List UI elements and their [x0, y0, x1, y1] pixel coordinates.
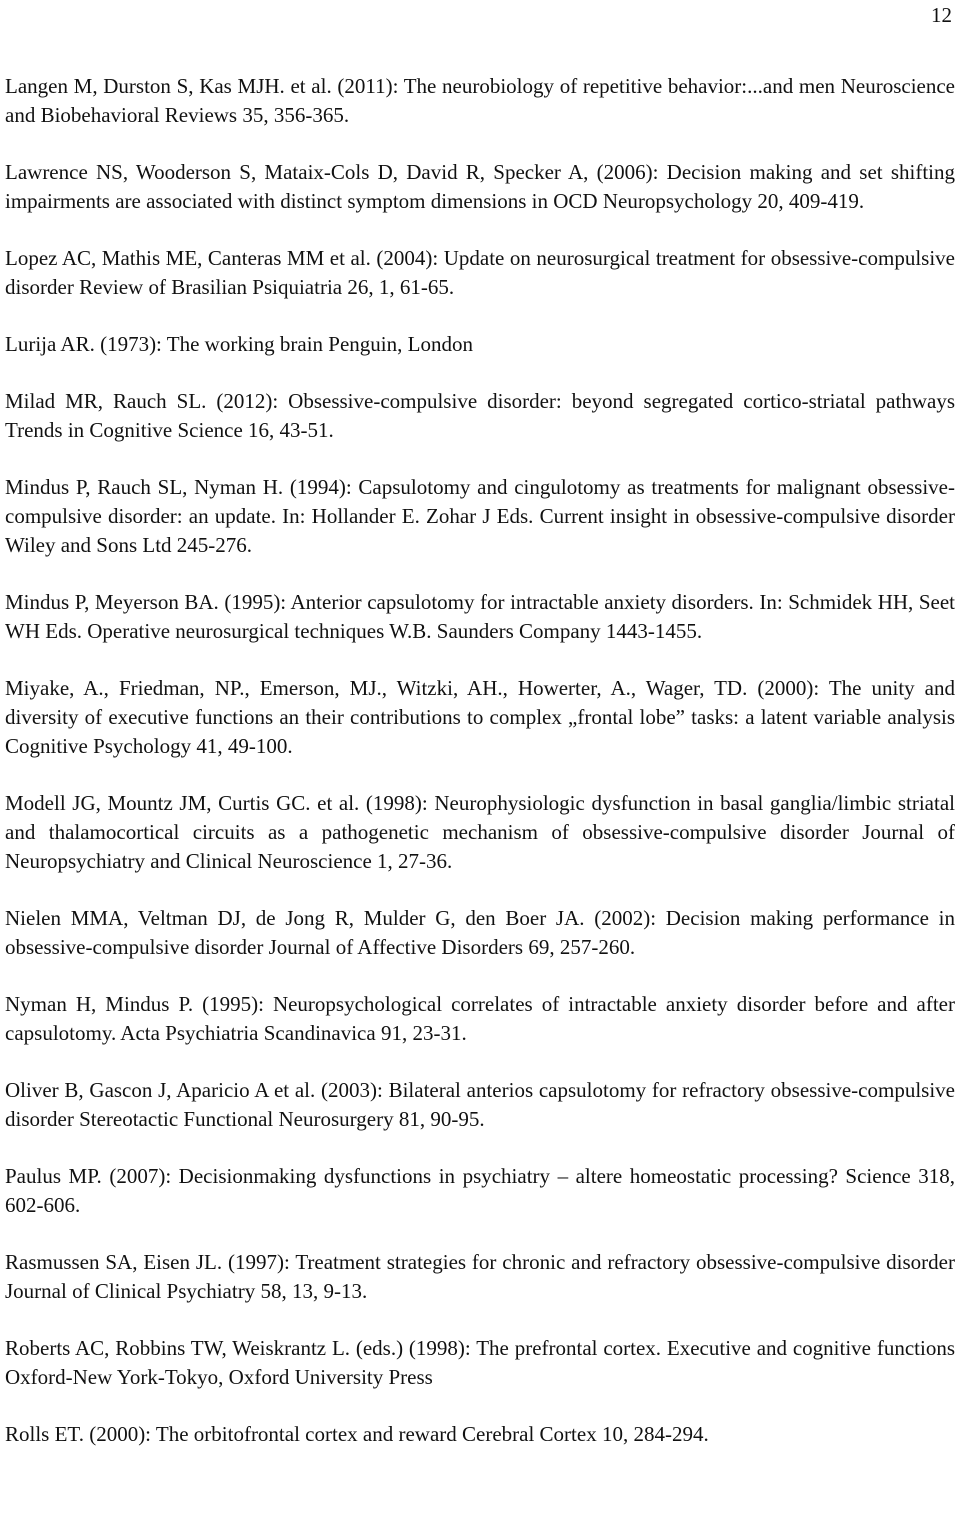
reference-list — [5, 72, 955, 1477]
page-number: 12 — [931, 3, 952, 27]
reference-entry: Langen M, Durston S, Kas MJH. et al. (2011): The neurobiology of repetitive behavior:...and men Neuroscience and Biobehavioral Reviews 35, 356-365. — [5, 74, 955, 127]
reference-entry: Mindus P, Rauch SL, Nyman H. (1994): Capsulotomy and cingulotomy as treatments for malignant obsessive-compulsive disorder: an update. In: Hollander E. Zohar J Eds. Current insight in obsessive-compulsive disorder Wiley and Sons Ltd 245-276. — [5, 475, 955, 557]
reference-entry: Rasmussen SA, Eisen JL. (1997): Treatment strategies for chronic and refractory obsessive-compulsive disorder Journal of Clinical Psychiatry 58, 13, 9-13. — [5, 1250, 955, 1303]
reference-entry: Oliver B, Gascon J, Aparicio A et al. (2003): Bilateral anterios capsulotomy for refractory obsessive-compulsive disorder Stereotactic Functional Neurosurgery 81, 90-95. — [5, 1078, 955, 1131]
reference-entry: Mindus P, Meyerson BA. (1995): Anterior capsulotomy for intractable anxiety disorders. In: Schmidek HH, Seet WH Eds. Operative neurosurgical techniques W.B. Saunders Company 1443-1455. — [5, 590, 955, 643]
reference-entry: Modell JG, Mountz JM, Curtis GC. et al. (1998): Neurophysiologic dysfunction in basal ganglia/limbic striatal and thalamocortical circuits as a pathogenetic mechanism of obsessive-compulsive disorder Journal of Neuropsychiatry and Clinical Neuroscience 1, 27-36. — [5, 791, 955, 873]
reference-entry: Lurija AR. (1973): The working brain Penguin, London — [5, 332, 473, 356]
reference-entry: Roberts AC, Robbins TW, Weiskrantz L. (eds.) (1998): The prefrontal cortex. Executive and cognitive functions Oxford-New York-Tokyo, Oxford University Press — [5, 1336, 955, 1389]
reference-entry: Miyake, A., Friedman, NP., Emerson, MJ., Witzki, AH., Howerter, A., Wager, TD. (2000): The unity and diversity of executive functions an their contributions to complex „frontal lobe” tasks: a latent variable analysis Cognitive Psychology 41, 49-100. — [5, 676, 955, 758]
reference-entry: Nyman H, Mindus P. (1995): Neuropsychological correlates of intractable anxiety disorder before and after capsulotomy. Acta Psychiatria Scandinavica 91, 23-31. — [5, 992, 955, 1045]
reference-entry: Milad MR, Rauch SL. (2012): Obsessive-compulsive disorder: beyond segregated cortico-striatal pathways Trends in Cognitive Science 16, 43-51. — [5, 389, 955, 442]
reference-entry: Paulus MP. (2007): Decisionmaking dysfunctions in psychiatry – altere homeostatic processing? Science 318, 602-606. — [5, 1164, 955, 1217]
reference-entry: Lopez AC, Mathis ME, Canteras MM et al. (2004): Update on neurosurgical treatment for obsessive-compulsive disorder Review of Brasilian Psiquiatria 26, 1, 61-65. — [5, 246, 955, 299]
reference-entry: Nielen MMA, Veltman DJ, de Jong R, Mulder G, den Boer JA. (2002): Decision making performance in obsessive-compulsive disorder Journal of Affective Disorders 69, 257-260. — [5, 906, 955, 959]
reference-entry: Rolls ET. (2000): The orbitofrontal cortex and reward Cerebral Cortex 10, 284-294. — [5, 1422, 709, 1446]
reference-entry: Lawrence NS, Wooderson S, Mataix-Cols D, David R, Specker A, (2006): Decision making and set shifting impairments are associated with distinct symptom dimensions in OCD Neuropsychology 20, 409-419. — [5, 160, 955, 213]
